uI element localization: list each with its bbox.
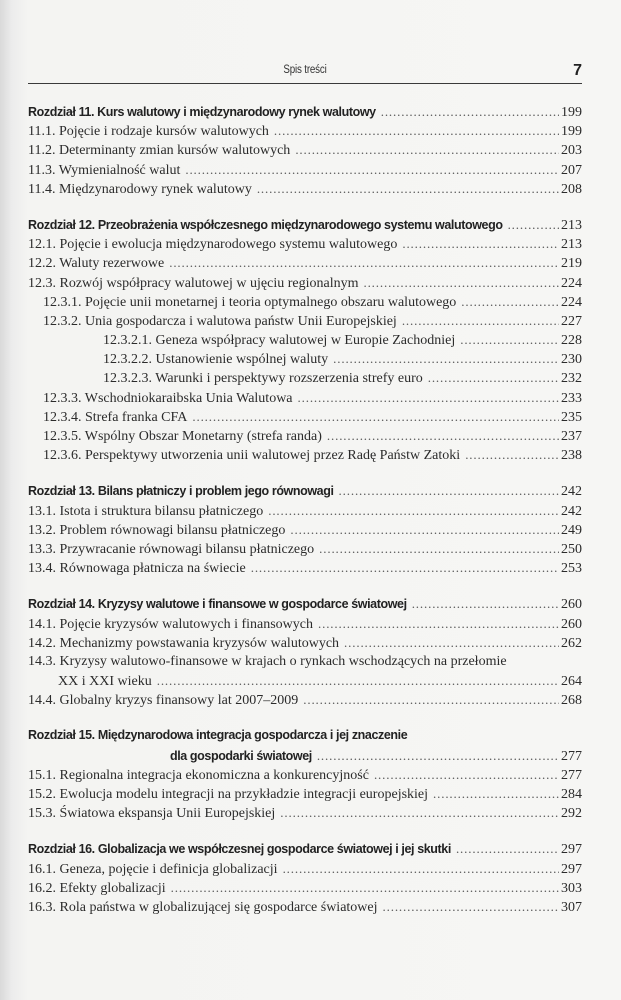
page-ref: 199 xyxy=(561,105,582,120)
page-ref: 224 xyxy=(561,275,582,291)
page-ref: 277 xyxy=(561,767,582,783)
entry-title: 13.3. Przywracanie równowagi bilansu płatniczego xyxy=(28,541,315,557)
entry-title: 11.4. Międzynarodowy rynek walutowy xyxy=(28,181,252,197)
entry-title: 12.3. Rozwój współpracy walutowej w ujęciu regionalnym xyxy=(28,275,359,291)
toc-entry[interactable] xyxy=(28,558,582,577)
dot-leader xyxy=(317,746,559,765)
entry-title: 14.4. Globalny kryzys finansowy lat 2007–2009 xyxy=(28,693,299,709)
entry-title: 16.1. Geneza, pojęcie i definicja globalizacji xyxy=(28,861,278,877)
dot-leader xyxy=(428,368,559,387)
toc-subsubentry[interactable] xyxy=(28,368,582,387)
toc-entry[interactable] xyxy=(28,614,582,633)
dot-leader xyxy=(402,311,559,330)
page-ref: 230 xyxy=(561,352,582,368)
page-ref: 228 xyxy=(561,333,582,349)
page-ref: 307 xyxy=(561,899,582,915)
dot-leader xyxy=(339,481,559,500)
entry-title: 12.3.3. Wschodniokaraibska Unia Walutowa xyxy=(43,390,293,406)
entry-title: 12.3.1. Pojęcie unii monetarnej i teoria optymalnego obszaru walutowego xyxy=(43,294,457,310)
toc-entry[interactable] xyxy=(28,878,582,897)
chapter-12 xyxy=(28,215,582,464)
dot-leader xyxy=(274,121,559,140)
chapter-heading[interactable] xyxy=(28,102,582,121)
entry-title: 11.2. Determinanty zmian kursów walutowych xyxy=(28,143,291,159)
dot-leader xyxy=(333,349,559,368)
page-ref: 260 xyxy=(561,597,582,613)
entry-title: 15.3. Światowa ekspansja Unii Europejskiej xyxy=(28,806,276,822)
toc-entry[interactable] xyxy=(28,765,582,784)
page-ref: 297 xyxy=(561,861,582,877)
toc-entry[interactable] xyxy=(28,273,582,292)
chapter-heading[interactable] xyxy=(28,726,582,745)
dot-leader xyxy=(280,803,559,822)
toc-subentry[interactable] xyxy=(28,388,582,407)
dot-leader xyxy=(319,539,559,558)
toc-entry[interactable] xyxy=(28,652,582,671)
page-ref: 277 xyxy=(561,748,582,764)
toc-subentry[interactable] xyxy=(28,445,582,464)
chapter-title: Rozdział 11. Kurs walutowy i międzynarodowy rynek walutowy xyxy=(28,105,376,119)
dot-leader xyxy=(456,839,559,858)
dot-leader xyxy=(192,407,559,426)
page-ref: 242 xyxy=(561,484,582,500)
toc-entry[interactable] xyxy=(28,803,582,822)
entry-title: 13.1. Istota i struktura bilansu płatniczego xyxy=(28,503,264,519)
entry-title: 14.1. Pojęcie kryzysów walutowych i finansowych xyxy=(28,616,313,632)
page-ref: 264 xyxy=(561,674,582,690)
toc-entry[interactable] xyxy=(28,140,582,159)
toc-entry-continuation[interactable] xyxy=(28,671,582,690)
dot-leader xyxy=(251,558,559,577)
entry-title: 14.3. Kryzysy walutowo-finansowe w krajach o rynkach wschodzących na przełomie xyxy=(28,653,507,669)
dot-leader xyxy=(290,520,559,539)
toc-subsubentry[interactable] xyxy=(28,349,582,368)
dot-leader xyxy=(383,897,559,916)
dot-leader xyxy=(171,878,559,897)
chapter-11 xyxy=(28,102,582,198)
dot-leader xyxy=(298,388,559,407)
toc-subentry[interactable] xyxy=(28,407,582,426)
dot-leader xyxy=(433,784,559,803)
entry-title: 13.2. Problem równowagi bilansu płatniczego xyxy=(28,522,286,538)
toc-entry[interactable] xyxy=(28,501,582,520)
toc-entry[interactable] xyxy=(28,633,582,652)
entry-title: 12.3.4. Strefa franka CFA xyxy=(43,409,188,425)
page-ref: 219 xyxy=(561,256,582,272)
page-ref: 260 xyxy=(561,616,582,632)
dot-leader xyxy=(303,690,559,709)
entry-title: 15.2. Ewolucja modelu integracji na przykładzie integracji europejskiej xyxy=(28,787,429,802)
entry-title: 12.3.6. Perspektywy utworzenia unii walutowej przez Radę Państw Zatoki xyxy=(43,448,461,464)
chapter-title: Rozdział 12. Przeobrażenia współczesnego międzynarodowego systemu walutowego xyxy=(28,217,503,232)
toc-subentry[interactable] xyxy=(28,426,582,445)
page-ref: 253 xyxy=(561,561,582,577)
page-ref: 303 xyxy=(561,880,582,896)
chapter-title: Rozdział 14. Kryzysy walutowe i finansowe w gospodarce światowej xyxy=(28,597,407,612)
dot-leader xyxy=(157,671,559,690)
dot-leader xyxy=(374,765,559,784)
page-ref: 199 xyxy=(561,124,582,140)
entry-title: 12.3.2.1. Geneza współpracy walutowej w Europie Zachodniej xyxy=(103,333,456,349)
dot-leader xyxy=(257,179,559,198)
toc-entry[interactable] xyxy=(28,897,582,916)
dot-leader xyxy=(318,614,559,633)
dot-leader xyxy=(283,859,559,878)
chapter-13 xyxy=(28,481,582,577)
entry-title: 16.2. Efekty globalizacji xyxy=(28,880,166,896)
entry-title: 13.4. Równowaga płatnicza na świecie xyxy=(28,561,246,577)
dot-leader xyxy=(402,234,559,253)
toc-entry[interactable] xyxy=(28,690,582,709)
toc-entry[interactable] xyxy=(28,859,582,878)
chapter-title-continuation: dla gospodarki światowej xyxy=(170,748,312,763)
entry-title: 15.1. Regionalna integracja ekonomiczna a konkurencyjność xyxy=(28,767,369,783)
dot-leader xyxy=(268,501,559,520)
chapter-14 xyxy=(28,594,582,709)
page-ref: 213 xyxy=(561,217,582,233)
toc-entry[interactable] xyxy=(28,539,582,558)
chapter-heading[interactable] xyxy=(28,594,582,613)
page-number: 7 xyxy=(573,62,582,79)
dot-leader xyxy=(327,426,559,445)
page-ref: 292 xyxy=(561,806,582,822)
entry-title: 11.3. Wymienialność walut xyxy=(28,162,181,178)
running-head xyxy=(28,62,582,84)
table-of-contents xyxy=(28,102,582,916)
page-ref: 207 xyxy=(561,162,582,178)
chapter-title: Rozdział 15. Międzynarodowa integracja gospodarcza i jej znaczenie xyxy=(28,728,408,743)
chapter-heading[interactable] xyxy=(28,839,582,858)
toc-entry[interactable] xyxy=(28,253,582,272)
page-ref: 297 xyxy=(561,842,582,858)
page-ref: 233 xyxy=(561,390,582,406)
toc-entry[interactable] xyxy=(28,784,582,803)
entry-title: 12.3.2.3. Warunki i perspektywy rozszerzenia strefy euro xyxy=(103,371,423,387)
toc-entry[interactable] xyxy=(28,121,582,140)
chapter-title: Rozdział 13. Bilans płatniczy i problem jego równowagi xyxy=(28,484,334,499)
page-ref: 213 xyxy=(561,237,582,253)
page-ref: 227 xyxy=(561,313,582,329)
toc-subsubentry[interactable] xyxy=(28,330,582,349)
page-ref: 268 xyxy=(561,693,582,709)
dot-leader xyxy=(344,633,559,652)
toc-entry[interactable] xyxy=(28,520,582,539)
page-ref: 237 xyxy=(561,429,582,444)
page-ref: 250 xyxy=(561,541,582,557)
chapter-heading[interactable] xyxy=(28,215,582,234)
page-ref: 242 xyxy=(561,503,582,519)
dot-leader xyxy=(461,292,559,311)
page-ref: 284 xyxy=(561,787,582,802)
running-head-title: Spis treści xyxy=(283,64,327,76)
entry-title: 16.3. Rola państwa w globalizującej się gospodarce światowej xyxy=(28,899,378,915)
dot-leader xyxy=(412,594,559,613)
page-ref: 208 xyxy=(561,181,582,197)
entry-title-continuation: XX i XXI wieku xyxy=(58,674,152,690)
page-ref: 232 xyxy=(561,371,582,387)
dot-leader xyxy=(508,215,559,234)
entry-title: 12.3.5. Wspólny Obszar Monetarny (strefa randa) xyxy=(43,429,322,444)
dot-leader xyxy=(381,102,559,121)
dot-leader xyxy=(169,253,559,272)
entry-title: 11.1. Pojęcie i rodzaje kursów walutowych xyxy=(28,124,269,140)
dot-leader xyxy=(460,330,559,349)
chapter-heading-continuation[interactable] xyxy=(28,746,582,765)
page-ref: 238 xyxy=(561,448,582,464)
page-ref: 235 xyxy=(561,409,582,425)
page-ref: 224 xyxy=(561,294,582,310)
entry-title: 12.1. Pojęcie i ewolucja międzynarodowego systemu walutowego xyxy=(28,237,398,253)
toc-entry[interactable] xyxy=(28,179,582,198)
toc-entry[interactable] xyxy=(28,160,582,179)
book-page xyxy=(28,62,582,933)
toc-subentry[interactable] xyxy=(28,311,582,330)
page-ref: 262 xyxy=(561,635,582,651)
entry-title: 14.2. Mechanizmy powstawania kryzysów walutowych xyxy=(28,635,340,651)
chapter-title: Rozdział 16. Globalizacja we współczesnej gospodarce światowej i jej skutki xyxy=(28,842,451,857)
dot-leader xyxy=(465,445,559,464)
toc-entry[interactable] xyxy=(28,234,582,253)
page-ref: 203 xyxy=(561,143,582,159)
dot-leader xyxy=(295,140,559,159)
entry-title: 12.3.2. Unia gospodarcza i walutowa państw Unii Europejskiej xyxy=(43,313,397,329)
page-ref: 249 xyxy=(561,522,582,538)
toc-subentry[interactable] xyxy=(28,292,582,311)
entry-title: 12.2. Waluty rezerwowe xyxy=(28,256,165,272)
dot-leader xyxy=(363,273,559,292)
dot-leader xyxy=(185,160,559,179)
entry-title: 12.3.2.2. Ustanowienie wspólnej waluty xyxy=(103,352,329,368)
chapter-heading[interactable] xyxy=(28,481,582,500)
chapter-15 xyxy=(28,726,582,822)
chapter-16 xyxy=(28,839,582,916)
